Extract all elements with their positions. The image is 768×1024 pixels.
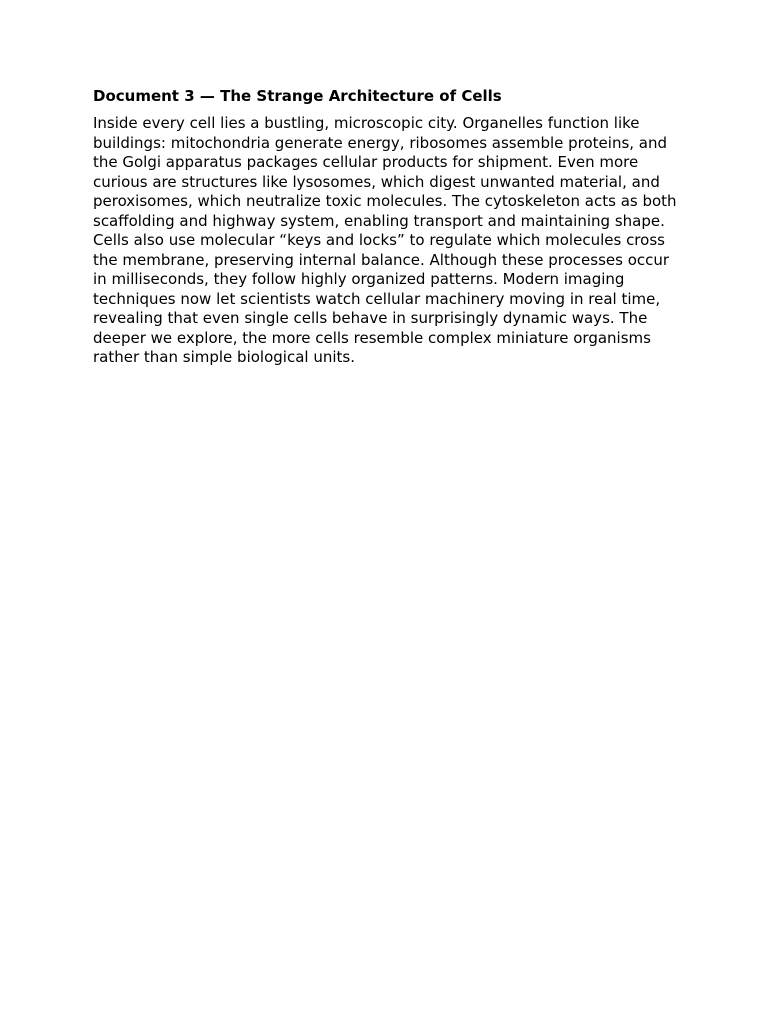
document-body-paragraph: Inside every cell lies a bustling, microscopic city. Organelles function like buildings: mitochondria generate energy, ribosomes assemble proteins, and the Golgi apparatus packages cellular products for shipment. Even more curious are structures like lysosomes, which digest unwanted material, and peroxisomes, which neutralize toxic molecules. The cytoskeleton acts as both scaffolding and highway system, enabling transport and maintaining shape. Cells also use molecular “keys and locks” to regulate which molecules cross the membrane, preserving internal balance. Although these processes occur in milliseconds, they follow highly organized patterns. Modern imaging techniques now let scientists watch cellular machinery moving in real time, revealing that even single cells behave in surprisingly dynamic ways. The deeper we explore, the more cells resemble complex miniature organisms rather than simple biological units. [93,114,677,366]
document-page [93,86,683,368]
document-title: Document 3 — The Strange Architecture of Cells [93,87,502,105]
